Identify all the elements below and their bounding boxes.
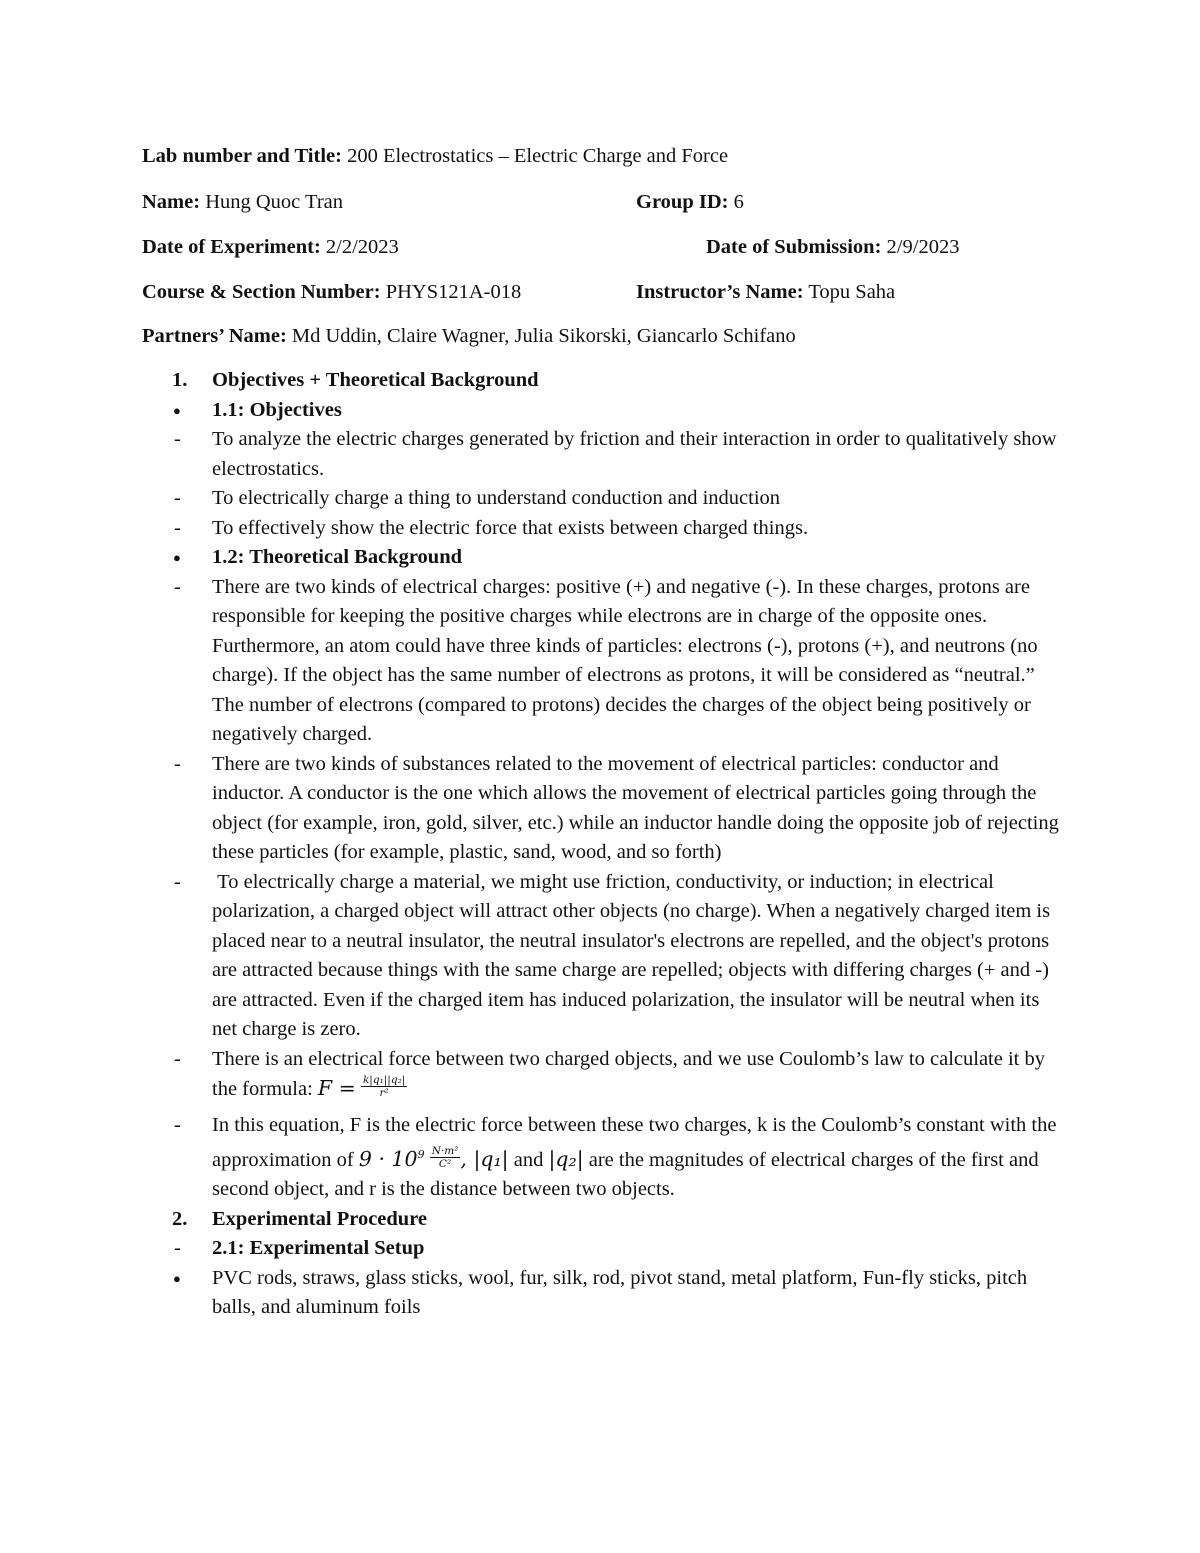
- theory-text: In this equation, F is the electric force between these two charges, k is the Coulomb’s constant with the approximation of: [212, 1113, 1057, 1171]
- name-value: Hung Quoc Tran: [205, 191, 344, 213]
- section-1-heading: [142, 366, 1062, 396]
- subsection-1-2-heading: [142, 543, 1062, 573]
- section-1-number: 1.: [172, 369, 188, 391]
- group-id-value: 6: [733, 191, 744, 213]
- subsection-1-1-heading: [142, 396, 1062, 426]
- name-line: Name: Hung Quoc Tran: [142, 191, 344, 213]
- section-2-number: 2.: [172, 1207, 188, 1230]
- coulomb-formula-numerator: k|q₁||q₂|: [362, 1073, 406, 1086]
- theory-item-formula: [142, 1045, 1062, 1105]
- subsection-1-2-title: 1.2: Theoretical Background: [212, 546, 463, 568]
- dash-marker: -: [174, 428, 181, 450]
- charge-q2: |q₂|: [548, 1146, 584, 1171]
- lab-title-label: Lab number and Title: [142, 145, 336, 167]
- unit-numerator: N·m²: [431, 1144, 459, 1157]
- coulomb-constant-exponent: 9: [417, 1148, 425, 1161]
- theory-text: and: [508, 1148, 549, 1171]
- document-body: [142, 366, 1062, 1323]
- objective-text: To effectively show the electric force that exists between charged things.: [212, 516, 809, 539]
- theory-text: There are two kinds of substances related to the movement of electrical particles: conductor and inductor. A conductor is the one which allows the movement of electrical particles going through the object (for example, iron, gold, silver, etc.) while an inductor handle doing the opposite job of rejecting these particles (for example, plastic, sand, wood, and so forth): [212, 752, 1059, 863]
- theory-item: [142, 868, 1062, 1045]
- theory-text: To electrically charge a material, we might use friction, conductivity, or induction; in electrical polarization, a charged object will attract other objects (no charge). When a negatively charged item is placed near to a neutral insulator, the neutral insulator's electrons are repelled, and the object's protons are attracted because things with the same charge are repelled; objects with differing charges (+ and -) are attracted. Even if the charged item has induced polarization, the insulator will be neutral when its net charge is zero.: [212, 870, 1056, 1040]
- subsection-2-1-heading: [142, 1234, 1062, 1264]
- unit-denominator: C²: [438, 1157, 452, 1170]
- instructor-line: Instructor’s Name: Topu Saha: [636, 281, 896, 303]
- charge-q1: , |q₁|: [460, 1146, 509, 1171]
- setup-text: PVC rods, straws, glass sticks, wool, fur, silk, rod, pivot stand, metal platform, Fun-fly sticks, pitch balls, and aluminum foils: [212, 1266, 1028, 1319]
- coulomb-formula-denominator: r²: [379, 1086, 389, 1099]
- section-1-title: Objectives + Theoretical Background: [212, 369, 539, 391]
- coulomb-formula-lhs: F =: [317, 1076, 356, 1100]
- bullet-icon: ●: [173, 1270, 181, 1286]
- coulomb-constant-base: 9 · 10: [358, 1146, 418, 1171]
- partners-value: Md Uddin, Claire Wagner, Julia Sikorski, Giancarlo Schifano: [291, 325, 796, 347]
- coulomb-constant-unit: [430, 1145, 461, 1170]
- dash-marker: -: [174, 1113, 181, 1136]
- theory-item: [142, 573, 1062, 750]
- instructor-value: Topu Saha: [808, 281, 896, 303]
- bullet-icon: ●: [173, 402, 181, 418]
- subsection-1-1-title: 1.1: Objectives: [212, 398, 342, 421]
- dash-marker: -: [174, 752, 181, 775]
- dash-marker: -: [174, 487, 181, 509]
- date-of-submission-line: Date of Submission: 2/9/2023: [706, 236, 960, 258]
- date-of-experiment-line: Date of Experiment: 2/2/2023: [142, 236, 399, 258]
- subsection-2-1-title: 2.1: Experimental Setup: [212, 1237, 425, 1260]
- coulomb-formula-fraction: [361, 1074, 407, 1099]
- date-of-submission-label: Date of Submission: [706, 236, 875, 258]
- objective-item: [142, 514, 1062, 544]
- theory-text: are the magnitudes of electrical charges of the first and second object, and r is the distance between two objects.: [212, 1148, 1039, 1201]
- objective-item: [142, 484, 1062, 514]
- section-2-title: Experimental Procedure: [212, 1207, 428, 1230]
- course-value: PHYS121A-018: [385, 281, 522, 303]
- objective-text: To electrically charge a thing to understand conduction and induction: [212, 487, 781, 509]
- date-of-experiment-value: 2/2/2023: [325, 236, 399, 258]
- dash-marker: -: [174, 575, 181, 598]
- group-id-label: Group ID: [636, 191, 722, 213]
- dash-marker: -: [174, 516, 181, 539]
- course-label: Course & Section Number: [142, 281, 374, 303]
- theory-item-constant: [142, 1111, 1062, 1205]
- date-of-experiment-label: Date of Experiment: [142, 236, 314, 258]
- partners-line: Partners’ Name: Md Uddin, Claire Wagner, Julia Sikorski, Giancarlo Schifano: [142, 325, 796, 347]
- name-label: Name: [142, 191, 194, 213]
- bullet-icon: ●: [173, 550, 181, 565]
- partners-label: Partners’ Name: [142, 325, 280, 347]
- theory-text: There are two kinds of electrical charges: positive (+) and negative (-). In these charges, protons are responsible for keeping the positive charges while electrons are in charge of the opposite ones. Furthermore, an atom could have three kinds of particles: electrons (-), protons (+), and neutrons (no charge). If the object has the same number of electrons as protons, it will be considered as “neutral.” The number of electrons (compared to protons) decides the charges of the object being positively or negatively charged.: [212, 575, 1038, 745]
- theory-item: [142, 750, 1062, 868]
- date-of-submission-value: 2/9/2023: [886, 236, 960, 258]
- lab-title-value: 200 Electrostatics – Electric Charge and Force: [347, 145, 729, 167]
- lab-title-line: Lab number and Title: 200 Electrostatics – Electric Charge and Force: [142, 145, 729, 167]
- course-line: Course & Section Number: PHYS121A-018: [142, 281, 522, 303]
- dash-marker: -: [174, 1237, 181, 1260]
- instructor-label: Instructor’s Name: [636, 281, 797, 303]
- coulomb-constant: [359, 1147, 425, 1171]
- objective-item: [142, 425, 1062, 484]
- theory-text: There is an electrical force between two charged objects, and we use Coulomb’s law to calculate it by the formula:: [212, 1047, 1045, 1100]
- dash-marker: -: [174, 870, 181, 893]
- section-2-heading: [142, 1205, 1062, 1235]
- setup-item: [142, 1264, 1062, 1323]
- group-id-line: Group ID: 6: [636, 191, 744, 213]
- objective-text: To analyze the electric charges generated by friction and their interaction in order to qualitatively show electrostatics.: [212, 428, 1057, 480]
- dash-marker: -: [174, 1047, 181, 1070]
